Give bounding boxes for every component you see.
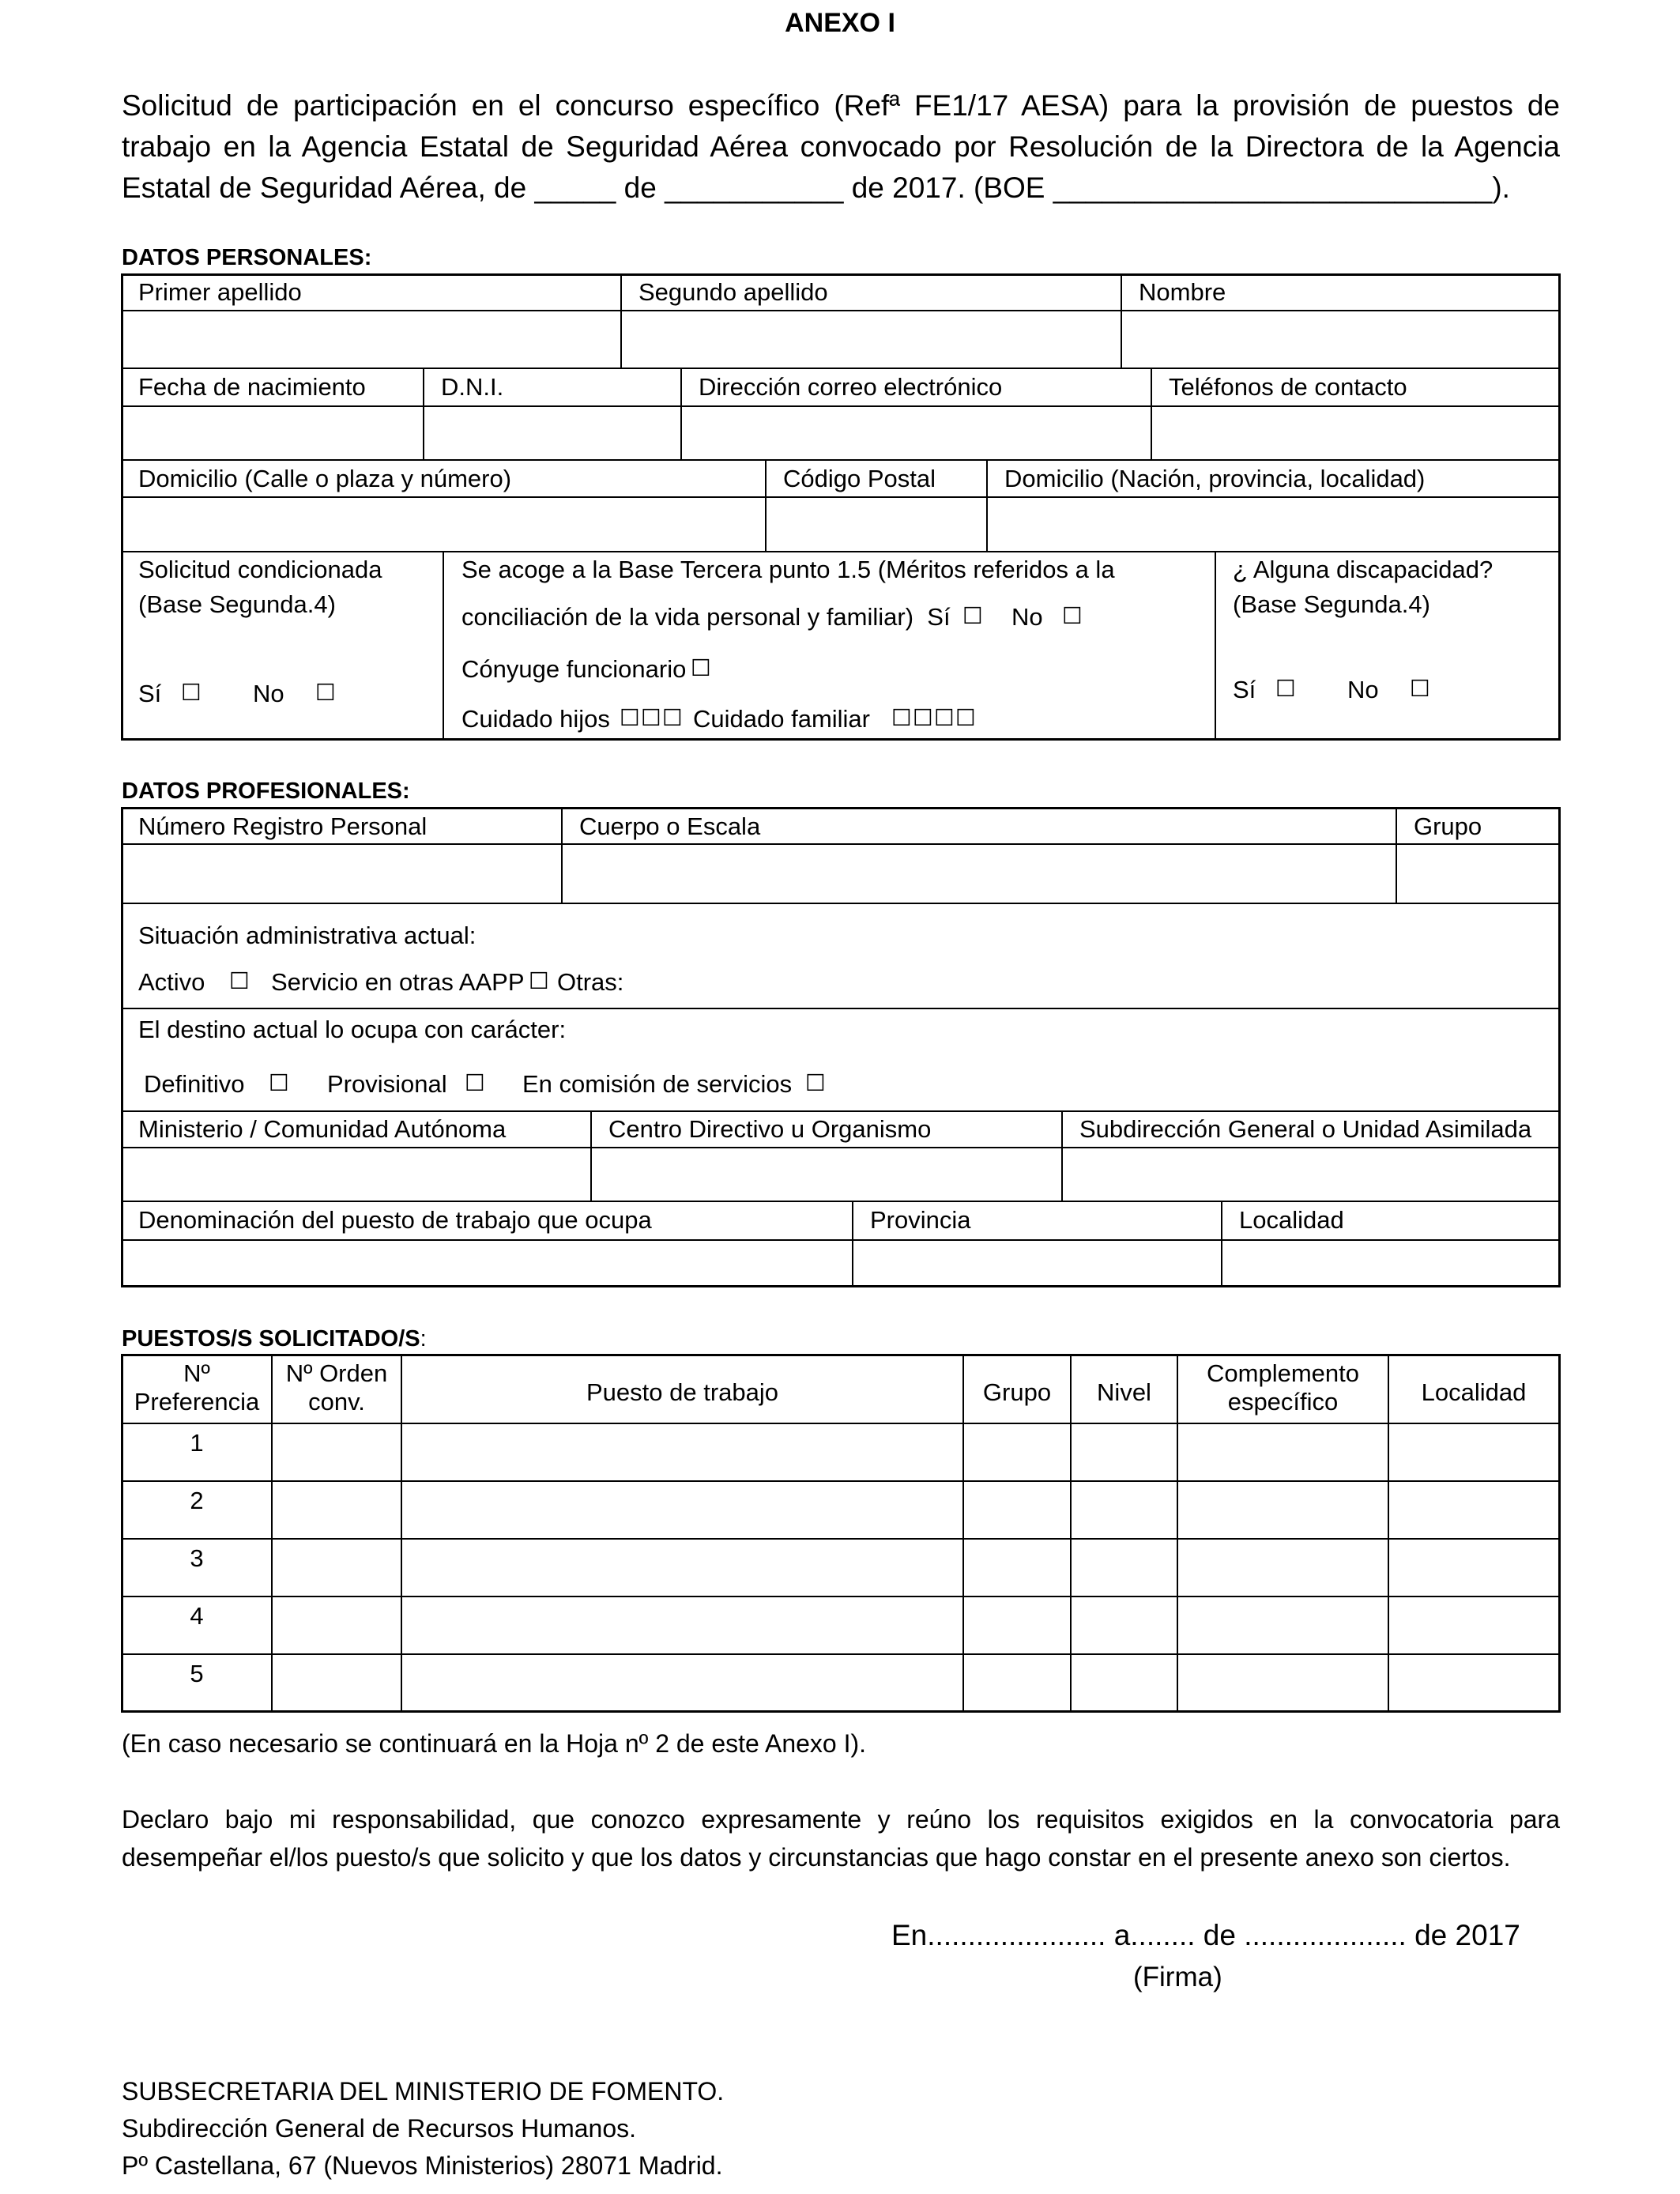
label-solicitud-condicionada: Solicitud condicionada	[138, 556, 382, 583]
label-otras: Otras:	[557, 968, 624, 996]
label-discapacidad-base: (Base Segunda.4)	[1233, 590, 1430, 618]
col-header-grupo: Grupo	[982, 1378, 1052, 1406]
checkbox-base-tercera-si[interactable]: ☐	[962, 602, 983, 629]
checkbox-cuidado-familiar-2[interactable]: ☐	[913, 704, 933, 731]
checkbox-cuidado-familiar-1[interactable]: ☐	[891, 704, 912, 731]
label-centro: Centro Directivo u Organismo	[608, 1115, 932, 1143]
table-row-number: 4	[190, 1602, 204, 1630]
checkbox-condicionada-no[interactable]: ☐	[315, 679, 336, 706]
label-base-segunda: (Base Segunda.4)	[138, 590, 336, 618]
label-conciliacion: conciliación de la vida personal y familiar) Sí	[461, 603, 951, 631]
checkbox-cuidado-hijos-3[interactable]: ☐	[662, 704, 683, 731]
label-localidad: Localidad	[1239, 1206, 1344, 1234]
label-grupo: Grupo	[1414, 812, 1482, 840]
label-cuerpo: Cuerpo o Escala	[579, 812, 761, 840]
label-nombre: Nombre	[1139, 278, 1226, 306]
label-si-discapacidad: Sí	[1233, 676, 1256, 703]
table-row-number: 2	[190, 1487, 204, 1514]
label-activo: Activo	[138, 968, 205, 996]
col-header-complemento: Complemento específico	[1207, 1359, 1359, 1416]
section-heading-profesional: DATOS PROFESIONALES:	[122, 778, 410, 804]
label-ministerio: Ministerio / Comunidad Autónoma	[138, 1115, 507, 1143]
label-subdireccion: Subdirección General o Unidad Asimilada	[1079, 1115, 1532, 1143]
label-provincia: Provincia	[870, 1206, 971, 1234]
continuation-note: (En caso necesario se continuará en la Hoja nº 2 de este Anexo I).	[122, 1729, 867, 1758]
label-telefonos: Teléfonos de contacto	[1169, 373, 1407, 401]
label-si: Sí	[138, 680, 162, 707]
label-nrp: Número Registro Personal	[138, 812, 428, 840]
col-header-nivel: Nivel	[1097, 1378, 1151, 1406]
label-dni: D.N.I.	[441, 373, 504, 401]
label-destino: El destino actual lo ocupa con carácter:	[138, 1016, 567, 1043]
checkbox-cuidado-familiar-3[interactable]: ☐	[934, 704, 955, 731]
col-header-localidad: Localidad	[1421, 1378, 1527, 1406]
signature-label: (Firma)	[1133, 1962, 1222, 1992]
page-title: ANEXO I	[785, 8, 895, 38]
label-primer-apellido: Primer apellido	[138, 278, 302, 306]
table-row-number: 3	[190, 1544, 204, 1572]
label-codigo-postal: Código Postal	[783, 465, 936, 492]
label-no-base-tercera: No	[1011, 603, 1043, 631]
declaration-paragraph: Declaro bajo mi responsabilidad, que conozco expresamente y reúno los requisitos exigidos en la convocatoria para desempeñar el/los puesto/s que solicito y que los datos y circunstancias que hago constar en el presente anexo son ciertos.	[122, 1805, 1560, 1872]
table-row-number: 1	[190, 1429, 204, 1457]
checkbox-servicio-otras[interactable]: ☐	[529, 967, 549, 994]
label-domicilio-nacion: Domicilio (Nación, provincia, localidad)	[1004, 465, 1426, 492]
label-cuidado-familiar: Cuidado familiar	[693, 705, 870, 733]
table-row-number: 5	[190, 1660, 204, 1687]
checkbox-base-tercera-no[interactable]: ☐	[1062, 602, 1083, 629]
checkbox-activo[interactable]: ☐	[229, 967, 250, 994]
checkbox-definitivo[interactable]: ☐	[269, 1069, 289, 1096]
checkbox-cuidado-hijos-1[interactable]: ☐	[620, 704, 640, 731]
checkbox-comision[interactable]: ☐	[805, 1069, 826, 1096]
checkbox-cuidado-familiar-4[interactable]: ☐	[955, 704, 976, 731]
label-cuidado-hijos: Cuidado hijos	[461, 705, 610, 733]
label-fecha-nacimiento: Fecha de nacimiento	[138, 373, 366, 401]
footer-line-2: Subdirección General de Recursos Humanos.	[122, 2114, 636, 2143]
label-denominacion: Denominación del puesto de trabajo que ocupa	[138, 1206, 652, 1234]
label-situacion: Situación administrativa actual:	[138, 922, 477, 949]
label-no: No	[253, 680, 284, 707]
label-servicio-otras: Servicio en otras AAPP	[271, 968, 525, 996]
col-header-orden: Nº Orden conv.	[285, 1359, 388, 1416]
label-definitivo: Definitivo	[144, 1070, 245, 1098]
checkbox-cuidado-hijos-2[interactable]: ☐	[641, 704, 661, 731]
label-no-discapacidad: No	[1347, 676, 1379, 703]
label-conyuge: Cónyuge funcionario	[461, 655, 687, 683]
col-header-puesto: Puesto de trabajo	[586, 1378, 778, 1406]
checkbox-discapacidad-no[interactable]: ☐	[1410, 675, 1430, 702]
checkbox-conyuge[interactable]: ☐	[691, 654, 711, 681]
label-discapacidad: ¿ Alguna discapacidad?	[1233, 556, 1494, 583]
label-correo: Dirección correo electrónico	[699, 373, 1003, 401]
section-heading-personal: DATOS PERSONALES:	[122, 245, 372, 270]
intro-paragraph: Solicitud de participación en el concurso específico (Refª FE1/17 AESA) para la provisión de puestos de trabajo en la Agencia Estatal de Seguridad Aérea convocado por Resolución de la Directora de la Agencia Estatal de Seguridad Aérea, de _____ de ___________ de 2017. (BOE ___________________________).	[122, 89, 1560, 204]
checkbox-discapacidad-si[interactable]: ☐	[1275, 675, 1296, 702]
label-provisional: Provisional	[327, 1070, 447, 1098]
section-heading-puestos: PUESTOS/S SOLICITADO/S:	[122, 1326, 427, 1351]
footer-line-1: SUBSECRETARIA DEL MINISTERIO DE FOMENTO.	[122, 2077, 725, 2105]
col-header-preferencia: Nº Preferencia	[134, 1359, 260, 1416]
checkbox-provisional[interactable]: ☐	[465, 1069, 485, 1096]
checkbox-condicionada-si[interactable]: ☐	[181, 679, 202, 706]
label-base-tercera: Se acoge a la Base Tercera punto 1.5 (Méritos referidos a la	[461, 556, 1115, 583]
label-comision: En comisión de servicios	[522, 1070, 793, 1098]
date-line: En...................... a........ de .................... de 2017	[891, 1919, 1520, 1951]
footer-line-3: Pº Castellana, 67 (Nuevos Ministerios) 28071 Madrid.	[122, 2151, 723, 2180]
label-segundo-apellido: Segundo apellido	[638, 278, 828, 306]
label-domicilio: Domicilio (Calle o plaza y número)	[138, 465, 512, 492]
